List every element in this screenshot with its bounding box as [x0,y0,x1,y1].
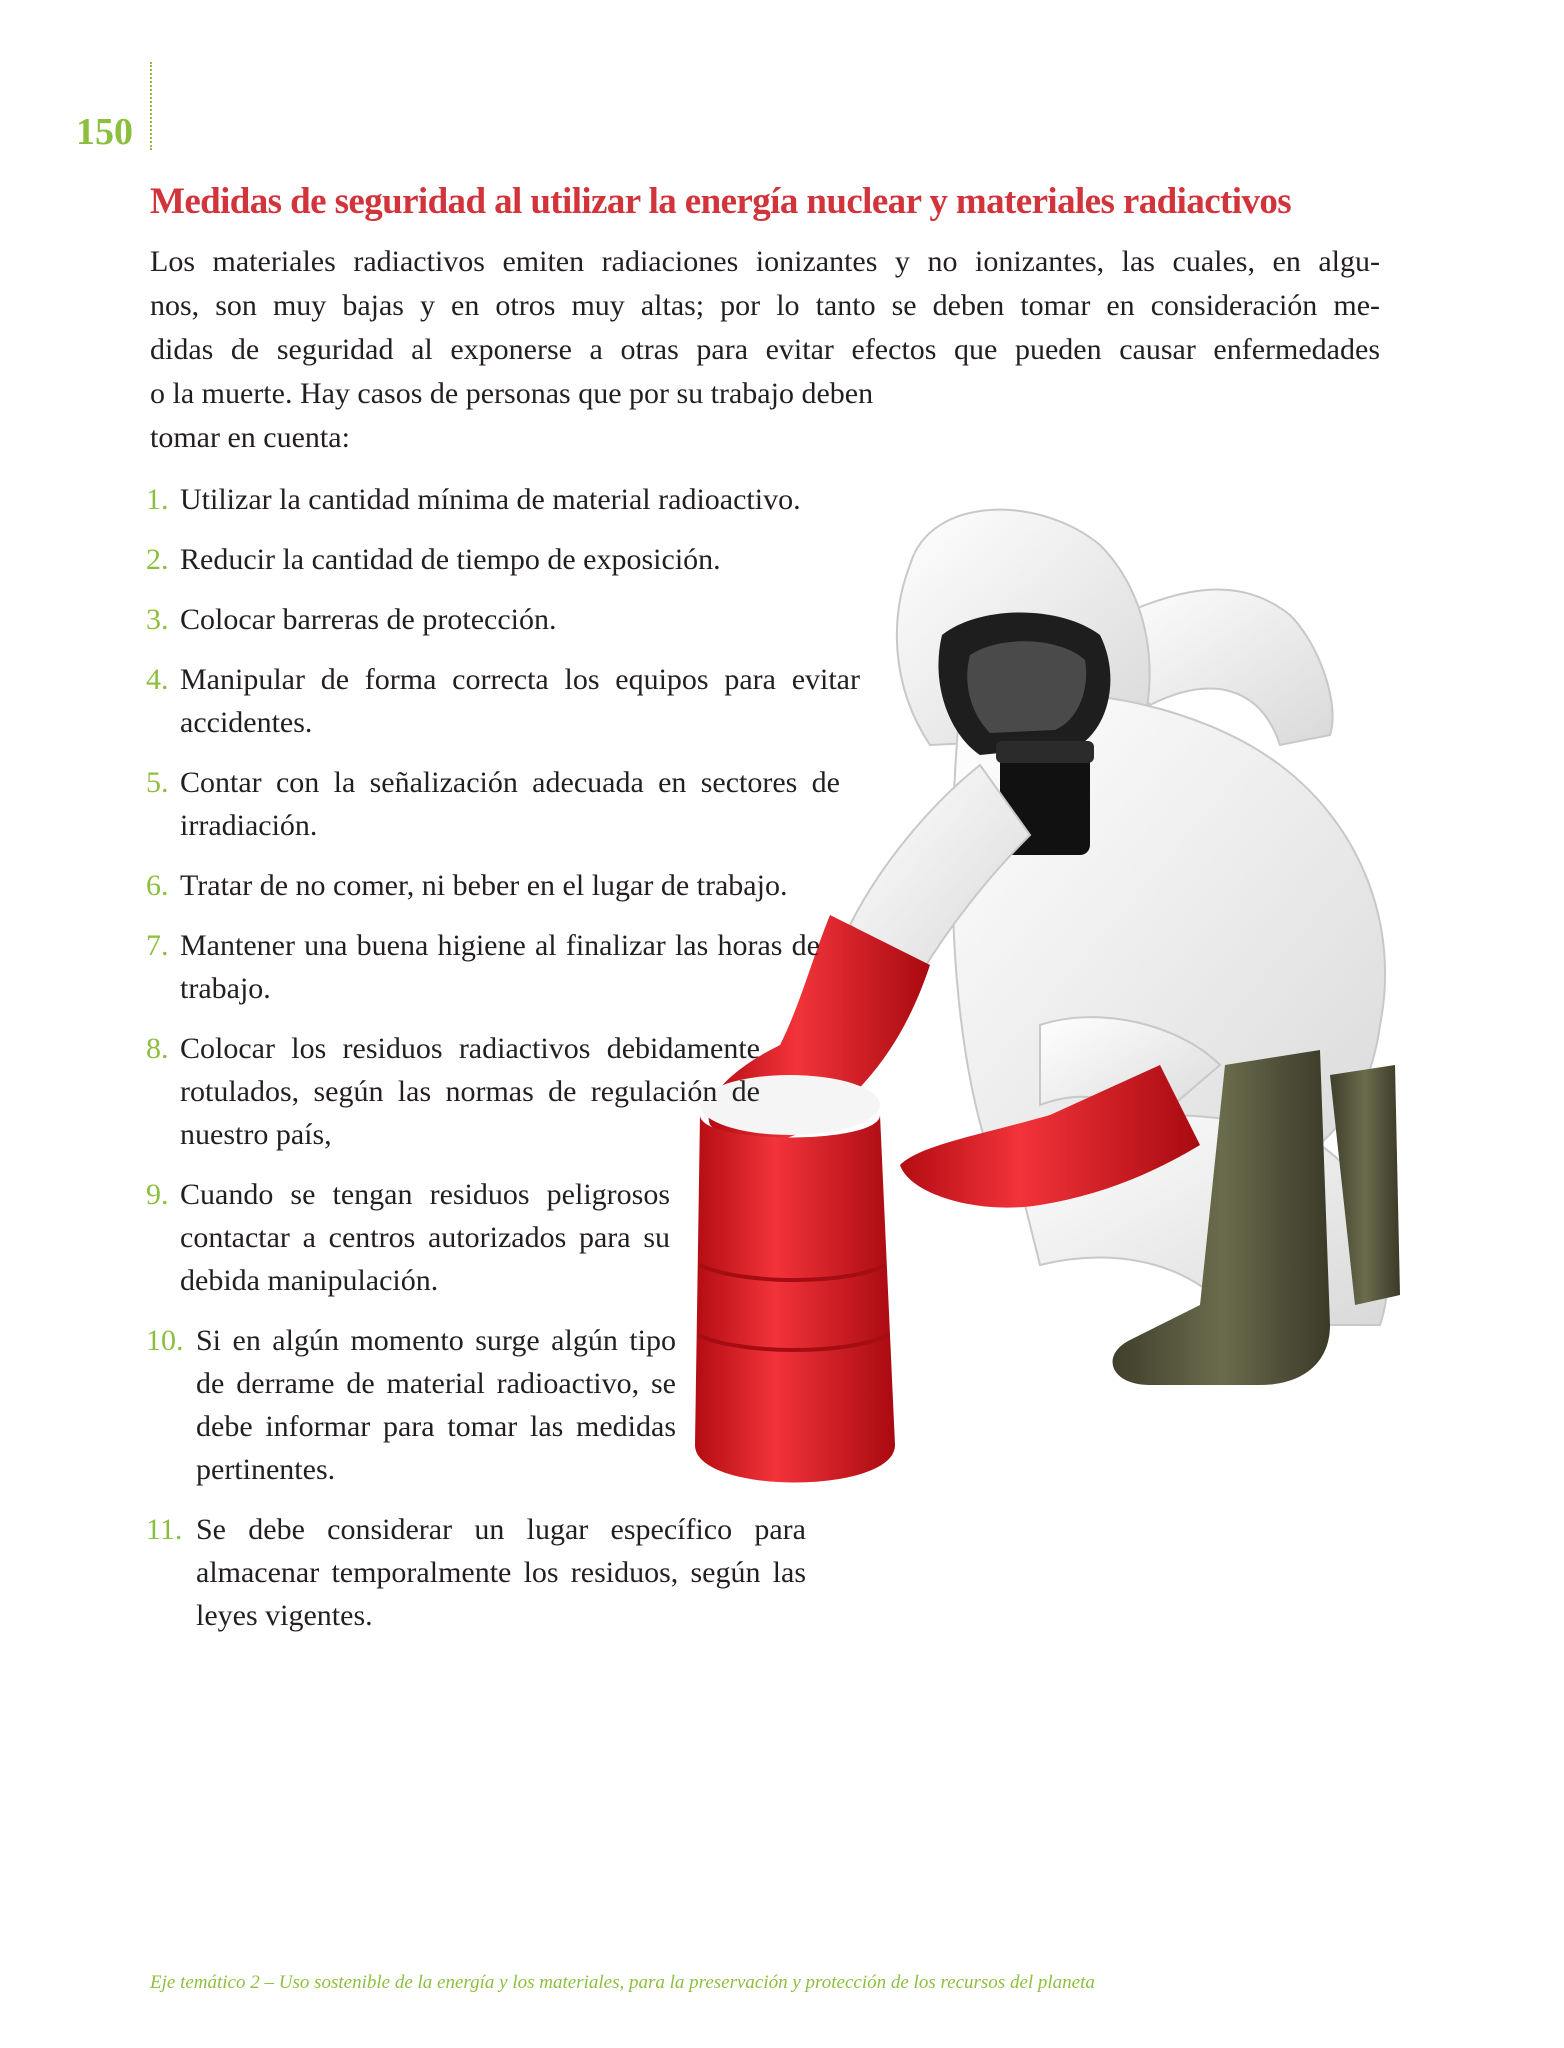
intro-paragraph [150,240,1380,460]
margin-rule [150,62,152,150]
page-footer: Eje temático 2 – Uso sostenible de la energía y los materiales, para la preservación y protección de los recursos del planeta [150,1972,1095,1993]
intro-line: tomar en cuenta: [150,421,350,454]
page-number: 150 [76,111,133,153]
list-number: 8. [146,1032,169,1065]
list-item [146,1319,676,1491]
list-text: Colocar barreras de protección. [180,603,557,636]
list-text: Tratar de no comer, ni beber en el lugar de trabajo. [180,869,788,902]
intro-line: o la muerte. Hay casos de personas que por su trabajo deben [150,377,874,410]
list-number: 2. [146,543,169,576]
list-number: 6. [146,869,169,902]
list-text: Cuando se tengan residuos peligrosos contactar a centros autorizados para su debida manipulación. [180,1178,670,1297]
list-number: 7. [146,929,169,962]
intro-line: Los materiales radiactivos emiten radiaciones ionizantes y no ionizantes, las cuales, en algu- [150,245,1380,278]
safety-measures-list [146,478,860,1654]
list-text: Contar con la señalización adecuada en sectores de irradiación. [180,766,840,842]
list-text: Mantener una buena higiene al finalizar las horas de trabajo. [180,929,820,1005]
page-title: Medidas de seguridad al utilizar la energía nuclear y materiales radiactivos [150,181,1292,222]
list-item [146,538,820,581]
list-number: 11. [146,1513,183,1546]
list-number: 4. [146,663,169,696]
list-text: Utilizar la cantidad mínima de material radioactivo. [180,483,801,516]
list-item [146,924,820,1010]
list-item [146,864,820,907]
intro-line: nos, son muy bajas y en otros muy altas; por lo tanto se deben tomar en consideración me- [150,289,1380,322]
list-number: 9. [146,1178,169,1211]
list-text: Reducir la cantidad de tiempo de exposición. [180,543,721,576]
list-number: 10. [146,1324,184,1357]
list-text: Si en algún momento surge algún tipo de derrame de material radioactivo, se debe informar para tomar las medidas pertinentes. [196,1324,676,1486]
list-item [146,478,820,521]
list-item [146,761,840,847]
list-number: 5. [146,766,169,799]
list-item [146,598,820,641]
list-text: Manipular de forma correcta los equipos para evitar accidentes. [180,663,860,739]
list-item [146,1508,806,1637]
list-item [146,1173,670,1302]
list-text: Se debe considerar un lugar específico para almacenar temporalmente los residuos, según las leyes vigentes. [196,1513,806,1632]
list-number: 1. [146,483,169,516]
list-item [146,1027,760,1156]
intro-line: didas de seguridad al exponerse a otras para evitar efectos que pueden causar enfermedades [150,333,1380,366]
list-number: 3. [146,603,169,636]
list-item [146,658,860,744]
list-text: Colocar los residuos radiactivos debidamente rotulados, según las normas de regulación de nuestro país, [180,1032,760,1151]
